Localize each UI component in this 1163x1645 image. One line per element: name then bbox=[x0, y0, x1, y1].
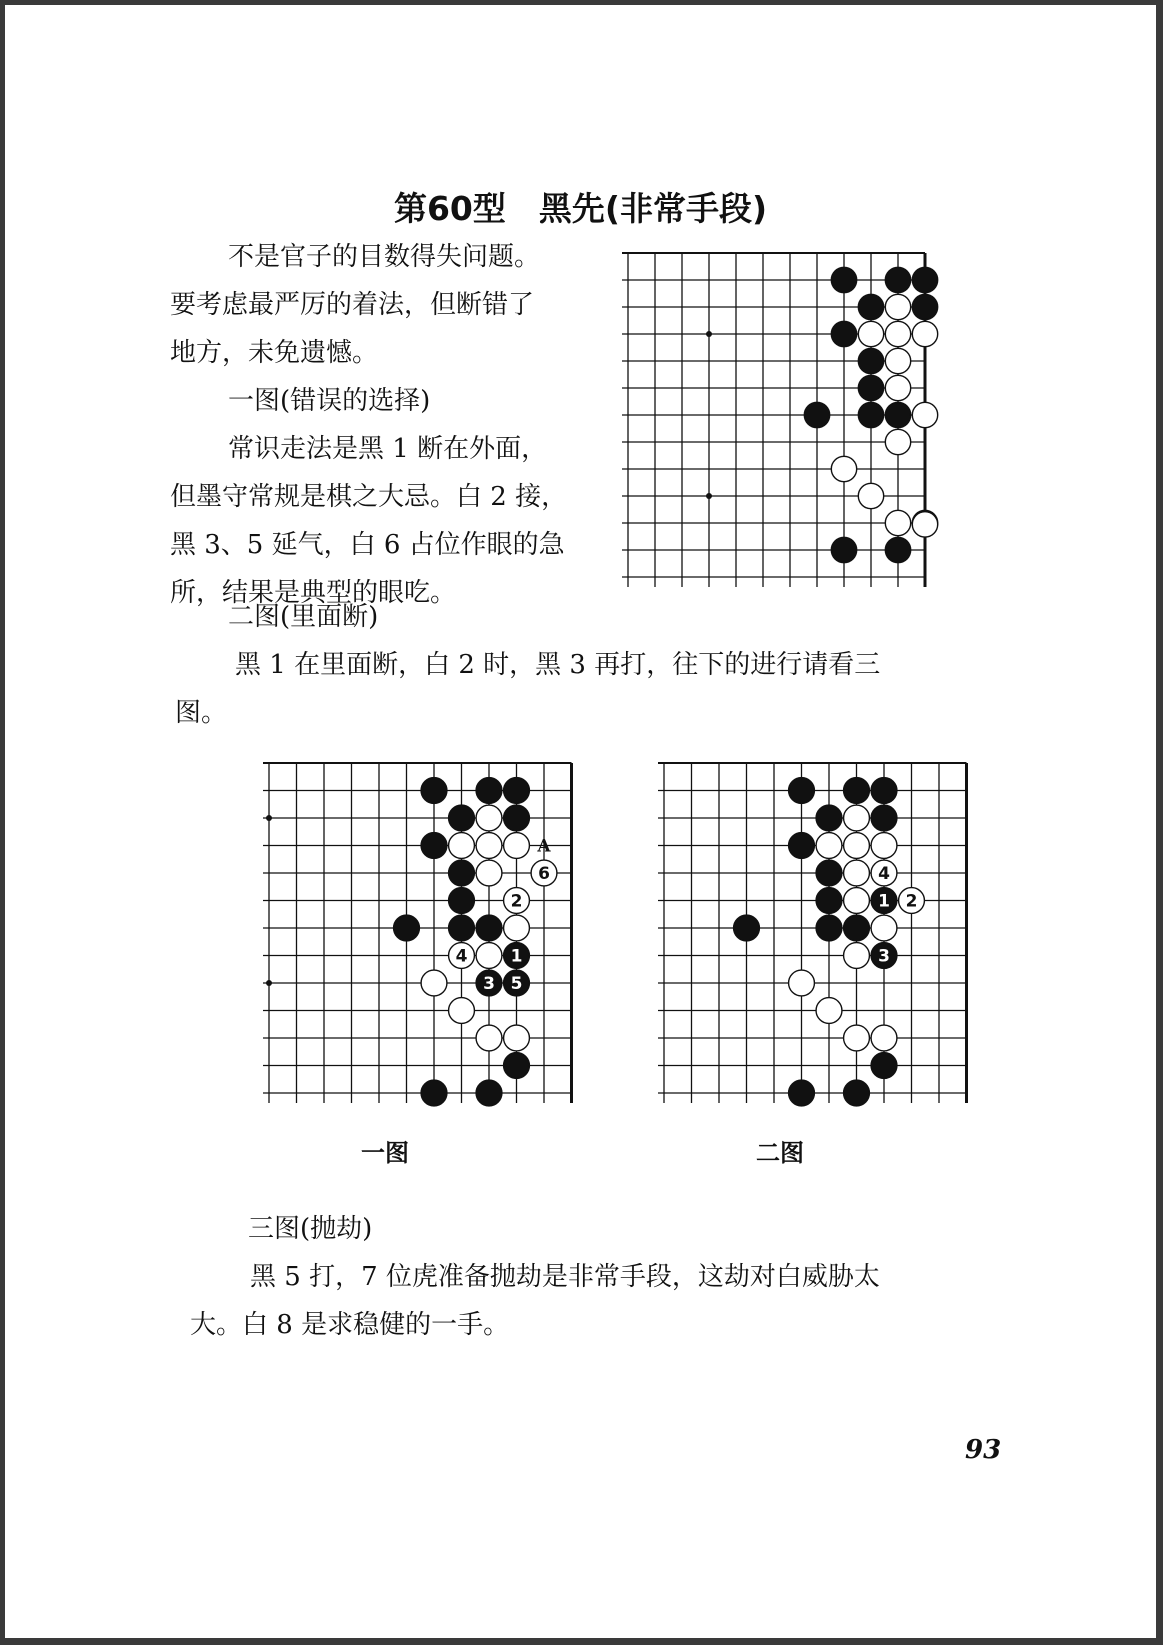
text-line: 图。 bbox=[175, 698, 228, 728]
heading-text: 一图(错误的选择) bbox=[228, 386, 431, 416]
black-stone bbox=[885, 537, 910, 562]
white-stone bbox=[844, 1025, 870, 1051]
white-stone bbox=[449, 833, 475, 859]
text-line: 大。白 8 是求稳健的一手。 bbox=[190, 1310, 510, 1340]
page-number: 93 bbox=[965, 1435, 1002, 1465]
black-stone bbox=[789, 1080, 815, 1106]
white-stone bbox=[476, 1025, 502, 1051]
white-stone bbox=[504, 915, 530, 941]
black-stone bbox=[421, 833, 447, 859]
white-stone bbox=[871, 833, 897, 859]
board-letter: A bbox=[537, 836, 551, 857]
text-line: 但墨守常规是棋之大忌。白 2 接， bbox=[170, 482, 568, 512]
black-stone bbox=[912, 294, 937, 319]
white-stone bbox=[476, 860, 502, 886]
move-number: 3 bbox=[483, 974, 495, 994]
white-stone bbox=[844, 833, 870, 859]
fig2-caption: 二图 bbox=[756, 1139, 804, 1167]
black-stone bbox=[858, 402, 883, 427]
move-number: 3 bbox=[878, 946, 890, 967]
fig1-paragraph bbox=[170, 425, 610, 617]
white-stone bbox=[885, 294, 910, 319]
text-line: 要考虑最严厉的着法，但断错了 bbox=[170, 290, 535, 320]
text-line: 所，结果是典型的眼吃。 bbox=[170, 578, 457, 608]
white-stone bbox=[844, 860, 870, 886]
white-stone bbox=[476, 943, 502, 969]
black-stone bbox=[476, 1080, 502, 1106]
white-stone bbox=[871, 915, 897, 941]
white-stone bbox=[476, 833, 502, 859]
white-stone bbox=[885, 429, 910, 454]
white-stone bbox=[476, 805, 502, 831]
fig1-caption: 一图 bbox=[361, 1139, 409, 1167]
black-stone bbox=[504, 1053, 530, 1079]
white-stone bbox=[844, 888, 870, 914]
intro-paragraph bbox=[170, 233, 610, 377]
black-stone bbox=[831, 537, 856, 562]
text-line: 黑 1 在里面断，白 2 时，黑 3 再打，往下的进行请看三 bbox=[235, 650, 881, 680]
fig2-paragraph bbox=[175, 641, 965, 737]
move-number: 1 bbox=[510, 946, 523, 967]
black-stone bbox=[885, 402, 910, 427]
black-stone bbox=[871, 1053, 897, 1079]
black-stone bbox=[449, 915, 475, 941]
text-line: 地方，未免遗憾。 bbox=[170, 338, 379, 368]
black-stone bbox=[734, 915, 760, 941]
black-stone bbox=[858, 294, 883, 319]
text-line: 不是官子的目数得失问题。 bbox=[228, 242, 541, 272]
text-line: 常识走法是黑 1 断在外面， bbox=[228, 434, 548, 464]
white-stone bbox=[871, 1025, 897, 1051]
black-stone bbox=[421, 778, 447, 804]
black-stone bbox=[476, 778, 502, 804]
black-stone bbox=[449, 860, 475, 886]
move-number: 2 bbox=[510, 891, 523, 912]
black-stone bbox=[912, 267, 937, 292]
text-line: 黑 3、5 延气，白 6 占位作眼的急 bbox=[170, 530, 565, 560]
white-stone bbox=[816, 833, 842, 859]
star-point bbox=[266, 815, 272, 821]
black-stone bbox=[844, 1080, 870, 1106]
fig3-heading bbox=[248, 1205, 372, 1253]
white-stone bbox=[831, 456, 856, 481]
black-stone bbox=[789, 778, 815, 804]
black-stone bbox=[816, 915, 842, 941]
black-stone bbox=[816, 888, 842, 914]
go-board-fig1 bbox=[255, 755, 551, 1115]
book-page bbox=[5, 5, 1156, 1638]
black-stone bbox=[844, 778, 870, 804]
black-stone bbox=[476, 915, 502, 941]
black-stone bbox=[504, 805, 530, 831]
black-stone bbox=[449, 805, 475, 831]
black-stone bbox=[871, 805, 897, 831]
black-stone bbox=[394, 915, 420, 941]
text-line: 黑 5 打，7 位虎准备抛劫是非常手段，这劫对白威胁太 bbox=[250, 1262, 880, 1292]
page-title: 第60型 黑先(非常手段) bbox=[393, 189, 768, 228]
black-stone bbox=[844, 915, 870, 941]
star-point bbox=[706, 493, 712, 499]
black-stone bbox=[831, 267, 856, 292]
white-stone bbox=[912, 512, 937, 537]
white-stone bbox=[449, 998, 475, 1024]
black-stone bbox=[804, 402, 829, 427]
heading-text: 三图(抛劫) bbox=[248, 1214, 373, 1244]
white-stone bbox=[885, 510, 910, 535]
move-number: 6 bbox=[538, 864, 550, 884]
black-stone bbox=[885, 267, 910, 292]
white-stone bbox=[816, 998, 842, 1024]
black-stone bbox=[421, 1080, 447, 1106]
white-stone bbox=[858, 483, 883, 508]
white-stone bbox=[504, 1025, 530, 1051]
black-stone bbox=[789, 833, 815, 859]
star-point bbox=[266, 980, 272, 986]
white-stone bbox=[885, 375, 910, 400]
black-stone bbox=[871, 778, 897, 804]
move-number: 4 bbox=[878, 864, 890, 884]
move-number: 1 bbox=[878, 891, 890, 912]
white-stone bbox=[789, 970, 815, 996]
move-number: 5 bbox=[510, 974, 523, 994]
white-stone bbox=[858, 321, 883, 346]
black-stone bbox=[858, 375, 883, 400]
white-stone bbox=[844, 943, 870, 969]
white-stone bbox=[885, 348, 910, 373]
heading-text: 二图(里面断) bbox=[228, 602, 379, 632]
star-point bbox=[706, 331, 712, 337]
white-stone bbox=[912, 321, 937, 346]
white-stone bbox=[912, 402, 937, 427]
fig2-heading bbox=[228, 593, 378, 641]
go-board-fig2 bbox=[650, 755, 930, 1115]
grid bbox=[658, 763, 967, 1103]
move-number: 2 bbox=[905, 891, 918, 912]
go-board-problem bbox=[610, 245, 930, 605]
black-stone bbox=[831, 321, 856, 346]
black-stone bbox=[816, 805, 842, 831]
black-stone bbox=[449, 888, 475, 914]
white-stone bbox=[504, 833, 530, 859]
black-stone bbox=[858, 348, 883, 373]
move-number: 4 bbox=[455, 946, 468, 967]
white-stone bbox=[885, 321, 910, 346]
black-stone bbox=[816, 860, 842, 886]
black-stone bbox=[504, 778, 530, 804]
fig1-heading bbox=[228, 377, 430, 425]
white-stone bbox=[844, 805, 870, 831]
fig3-paragraph bbox=[190, 1253, 980, 1349]
white-stone bbox=[421, 970, 447, 996]
